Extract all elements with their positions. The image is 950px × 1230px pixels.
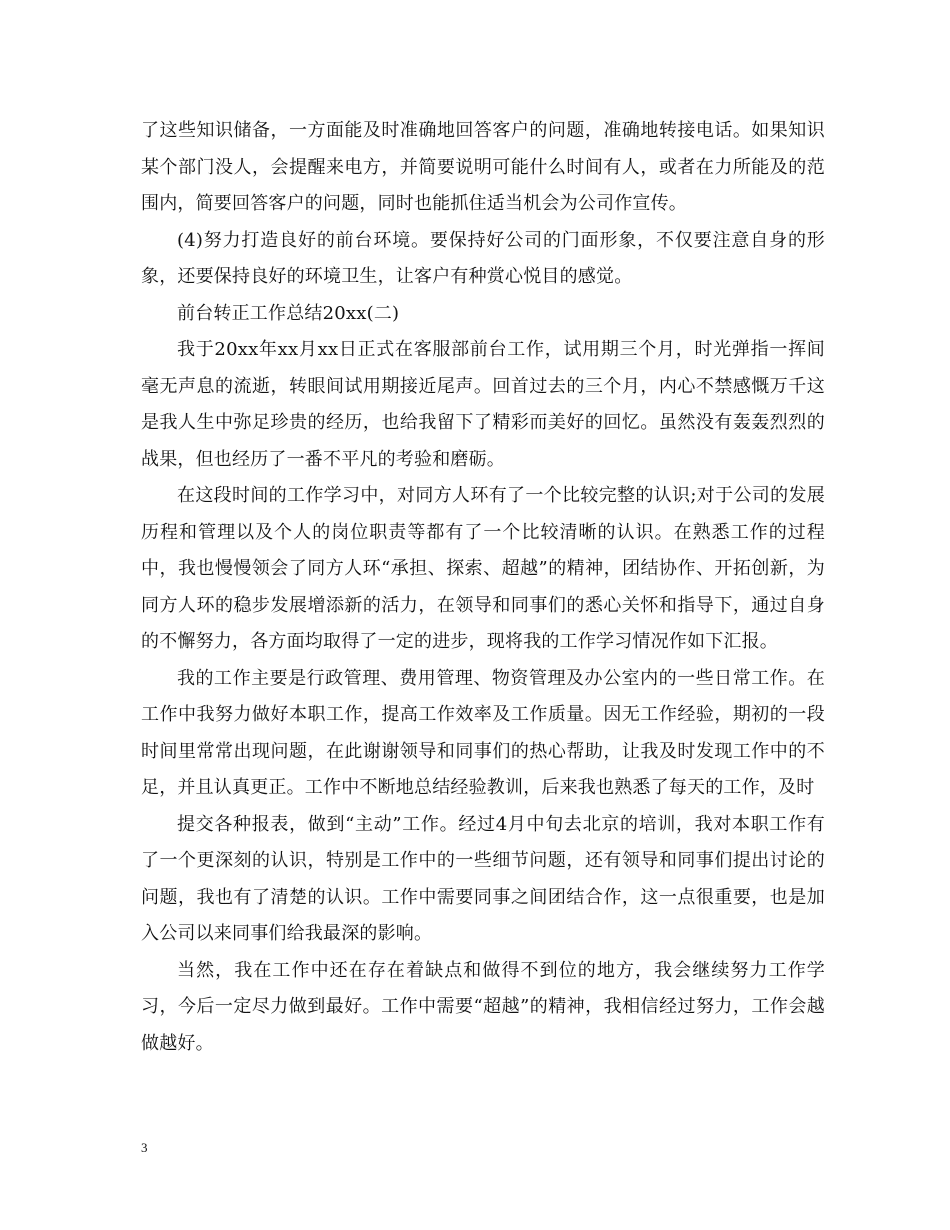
paragraph-7: 当然，我在工作中还在存在着缺点和做得不到位的地方，我会继续努力工作学习，今后一定尽力做到最好。工作中需要“超越”的精神，我相信经过努力，工作会越做越好。 <box>141 959 825 1054</box>
section-heading: 前台转正工作总结20xx(二) <box>177 302 400 324</box>
paragraph-3: 我于20xx年xx月xx日正式在客服部前台工作，试用期三个月，时光弹指一挥间毫无声息的流逝，转眼间试用期接近尾声。回首过去的三个月，内心不禁感慨万千这是我人生中弥足珍贵的经历，也给我留下了精彩而美好的回忆。虽然没有轰轰烈烈的战果，但也经历了一番不平凡的考验和磨砺。 <box>141 339 825 470</box>
page-number: 3 <box>141 1140 148 1155</box>
paragraph-5: 我的工作主要是行政管理、费用管理、物资管理及办公室内的一些日常工作。在工作中我努力做好本职工作，提高工作效率及工作质量。因无工作经验，期初的一段时间里常常出现问题，在此谢谢领导和同事们的热心帮助，让我及时发现工作中的不足，并且认真更正。工作中不断地总结经验教训，后来我也熟悉了每天的工作，及时 <box>141 667 825 798</box>
paragraph-2: (4)努力打造良好的前台环境。要保持好公司的门面形象，不仅要注意自身的形象，还要保持良好的环境卫生，让客户有种赏心悦目的感觉。 <box>141 229 825 287</box>
paragraph-1: 了这些知识储备，一方面能及时准确地回答客户的问题，准确地转接电话。如果知识某个部门没人，会提醒来电方，并简要说明可能什么时间有人，或者在力所能及的范围内，简要回答客户的问题，同时也能抓住适当机会为公司作宣传。 <box>141 120 825 214</box>
document-body <box>141 113 825 1062</box>
paragraph-6: 提交各种报表，做到“主动”工作。经过4月中旬去北京的培训，我对本职工作有了一个更深刻的认识，特别是工作中的一些细节问题，还有领导和同事们提出讨论的问题，我也有了清楚的认识。工作中需要同事之间团结合作，这一点很重要，也是加入公司以来同事们给我最深的影响。 <box>141 813 825 944</box>
paragraph-4: 在这段时间的工作学习中，对同方人环有了一个比较完整的认识;对于公司的发展历程和管理以及个人的岗位职责等都有了一个比较清晰的认识。在熟悉工作的过程中，我也慢慢领会了同方人环“承担、探索、超越”的精神，团结协作、开拓创新，为同方人环的稳步发展增添新的活力，在领导和同事们的悉心关怀和指导下，通过自身的不懈努力，各方面均取得了一定的进步，现将我的工作学习情况作如下汇报。 <box>141 485 825 652</box>
